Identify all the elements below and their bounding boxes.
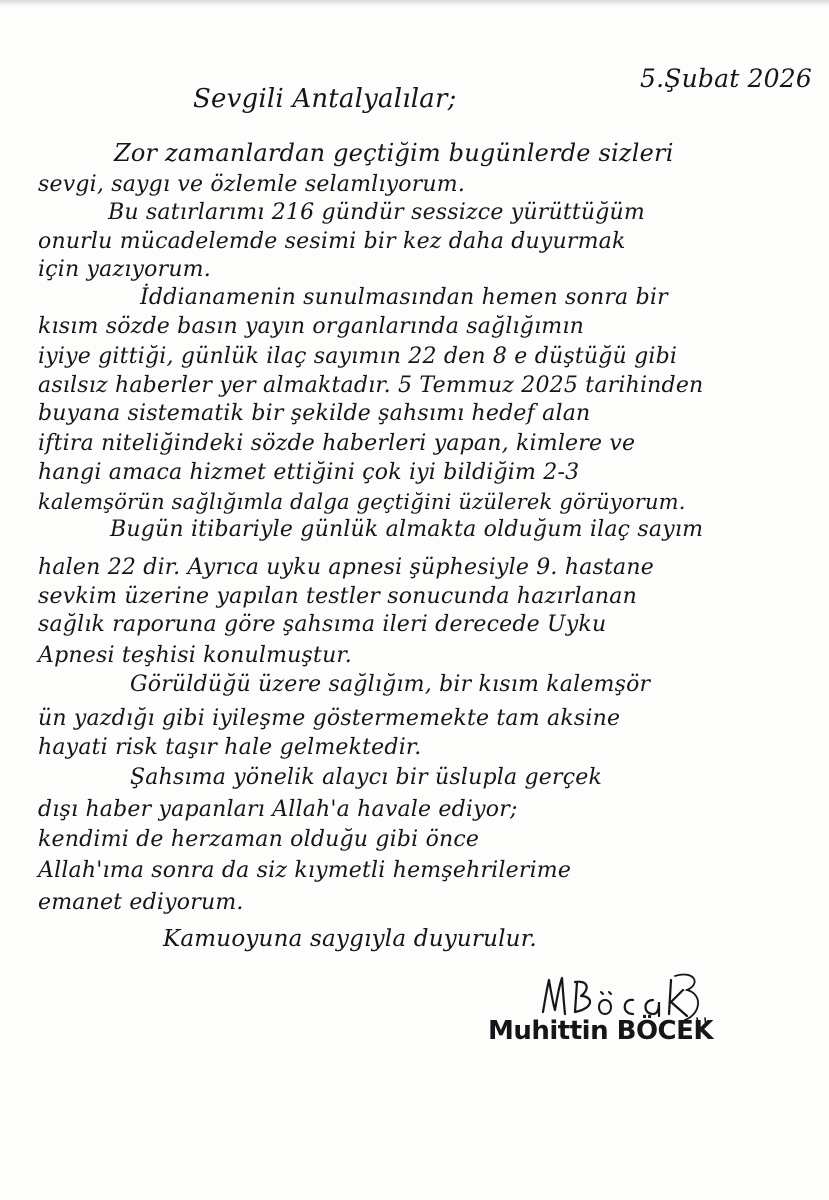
letter-line: Zor zamanlardan geçtiğim bugünlerde sizleri <box>114 139 674 167</box>
letter-closing: Kamuoyuna saygıyla duyurulur. <box>163 926 537 952</box>
letter-date: 5.Şubat 2026 <box>640 64 813 93</box>
scan-edge <box>0 0 829 6</box>
letter-line: sevkim üzerine yapılan testler sonucunda hazırlanan <box>38 584 637 609</box>
letter-line: Apnesi teşhisi konulmuştur. <box>38 643 352 668</box>
letter-line: emanet ediyorum. <box>38 890 244 915</box>
letter-line: asılsız haberler yer almaktadır. 5 Temmuz 2025 tarihinden <box>38 373 704 398</box>
letter-line: Görüldüğü üzere sağlığım, bir kısım kalemşör <box>130 672 651 697</box>
letter-line: kalemşörün sağlığımla dalga geçtiğini üzülerek görüyorum. <box>38 490 686 514</box>
letter-line: iyiye gittiği, günlük ilaç sayımın 22 den 8 e düştüğü gibi <box>38 344 678 369</box>
letter-line: hangi amaca hizmet ettiğini çok iyi bildiğim 2-3 <box>38 460 580 485</box>
letter-line: Bu satırlarımı 216 gündür sessizce yürüttüğüm <box>108 200 645 225</box>
letter-line: sevgi, saygı ve özlemle selamlıyorum. <box>38 172 466 197</box>
signature-name: Muhittin BÖCEK <box>488 1016 714 1046</box>
letter-line: iftira niteliğindeki sözde haberleri yapan, kimlere ve <box>38 431 636 456</box>
letter-line: Allah'ıma sonra da siz kıymetli hemşehrilerime <box>38 858 572 883</box>
letter-line: İddianamenin sunulmasından hemen sonra bir <box>140 285 668 310</box>
letter-line: ün yazdığı gibi iyileşme göstermemekte tam aksine <box>38 706 621 731</box>
letter-line: kısım sözde basın yayın organlarında sağlığımın <box>38 314 584 339</box>
letter-line: hayati risk taşır hale gelmektedir. <box>38 735 422 760</box>
letter-line: buyana sistematik bir şekilde şahsımı hedef alan <box>38 401 591 426</box>
letter-line: onurlu mücadelemde sesimi bir kez daha duyurmak <box>38 229 626 254</box>
letter-line: dışı haber yapanları Allah'a havale ediyor; <box>38 797 518 822</box>
letter-line: halen 22 dir. Ayrıca uyku apnesi şüphesiyle 9. hastane <box>38 555 654 580</box>
letter-greeting: Sevgili Antalyalılar; <box>193 84 457 114</box>
letter-line: kendimi de herzaman olduğu gibi önce <box>38 827 480 852</box>
letter-line: Bugün itibariyle günlük almakta olduğum ilaç sayım <box>110 517 704 542</box>
letter-line: Şahsıma yönelik alaycı bir üslupla gerçek <box>130 765 602 790</box>
letter-line: için yazıyorum. <box>38 257 211 282</box>
letter-line: sağlık raporuna göre şahsıma ileri derecede Uyku <box>38 612 607 637</box>
